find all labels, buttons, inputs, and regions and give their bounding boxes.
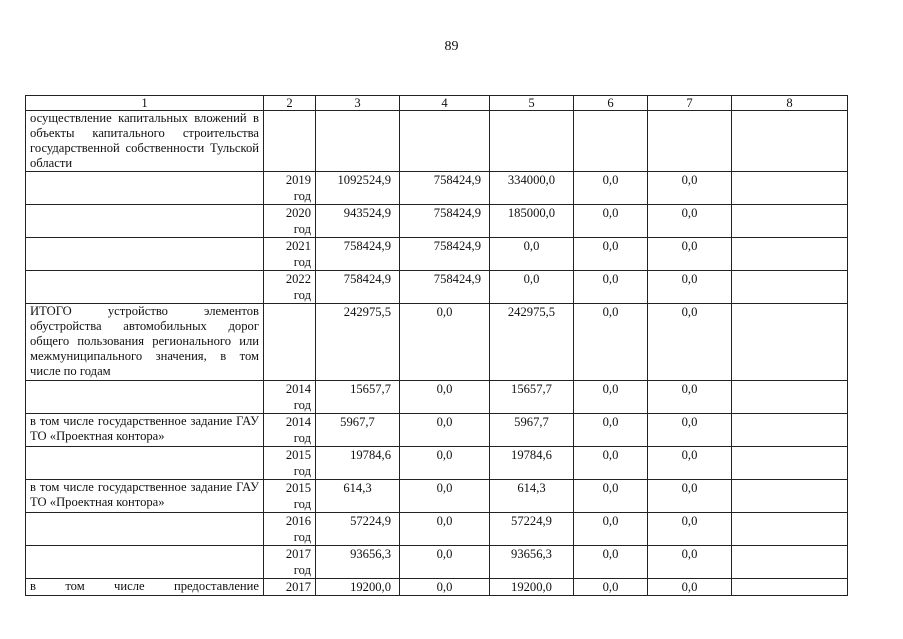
row-year: 2014 год bbox=[264, 381, 316, 414]
header-row bbox=[26, 96, 848, 111]
row-col5 bbox=[490, 111, 574, 172]
row-col7: 0,0 bbox=[648, 414, 732, 447]
table-row bbox=[26, 304, 848, 381]
row-col3: 1092524,9 bbox=[316, 172, 400, 205]
table-row bbox=[26, 205, 848, 238]
row-col6: 0,0 bbox=[574, 447, 648, 480]
row-col6: 0,0 bbox=[574, 304, 648, 381]
row-description bbox=[26, 205, 264, 238]
row-col6: 0,0 bbox=[574, 579, 648, 596]
row-col5: 19784,6 bbox=[490, 447, 574, 480]
row-description bbox=[26, 513, 264, 546]
table-row bbox=[26, 546, 848, 579]
row-year: 2017 bbox=[264, 579, 316, 596]
row-col5: 19200,0 bbox=[490, 579, 574, 596]
row-col5: 57224,9 bbox=[490, 513, 574, 546]
row-col3: 19200,0 bbox=[316, 579, 400, 596]
row-year: 2017 год bbox=[264, 546, 316, 579]
row-col6: 0,0 bbox=[574, 172, 648, 205]
column-header-4: 4 bbox=[400, 96, 490, 111]
row-col6: 0,0 bbox=[574, 205, 648, 238]
row-col8 bbox=[732, 513, 848, 546]
row-col7: 0,0 bbox=[648, 447, 732, 480]
row-col4: 0,0 bbox=[400, 513, 490, 546]
row-col7: 0,0 bbox=[648, 579, 732, 596]
row-col3: 614,3 bbox=[316, 480, 400, 513]
row-col8 bbox=[732, 414, 848, 447]
row-year: 2016 год bbox=[264, 513, 316, 546]
table-row bbox=[26, 447, 848, 480]
row-col7: 0,0 bbox=[648, 205, 732, 238]
row-col8 bbox=[732, 271, 848, 304]
row-description: ИТОГО устройство элементов обустройства автомобильных дорог общего пользования регионального или межмуниципального значения, в том числе по годам bbox=[26, 304, 264, 381]
row-year bbox=[264, 111, 316, 172]
row-col8 bbox=[732, 238, 848, 271]
row-description bbox=[26, 381, 264, 414]
row-col4: 0,0 bbox=[400, 447, 490, 480]
row-col6 bbox=[574, 111, 648, 172]
row-col8 bbox=[732, 205, 848, 238]
row-col4: 0,0 bbox=[400, 579, 490, 596]
row-description bbox=[26, 238, 264, 271]
row-description bbox=[26, 172, 264, 205]
row-col4: 0,0 bbox=[400, 480, 490, 513]
row-year: 2019 год bbox=[264, 172, 316, 205]
page-number: 89 bbox=[444, 39, 459, 54]
row-col5: 15657,7 bbox=[490, 381, 574, 414]
column-header-5: 5 bbox=[490, 96, 574, 111]
row-col7: 0,0 bbox=[648, 304, 732, 381]
table-row bbox=[26, 381, 848, 414]
row-col7: 0,0 bbox=[648, 480, 732, 513]
table-row bbox=[26, 271, 848, 304]
row-col7: 0,0 bbox=[648, 546, 732, 579]
row-col7: 0,0 bbox=[648, 513, 732, 546]
row-col8 bbox=[732, 480, 848, 513]
row-description: осуществление капитальных вложений в объекты капитального строительства государственной собственности Тульской области bbox=[26, 111, 264, 172]
row-col8 bbox=[732, 381, 848, 414]
column-header-3: 3 bbox=[316, 96, 400, 111]
column-header-2: 2 bbox=[264, 96, 316, 111]
row-col7: 0,0 bbox=[648, 172, 732, 205]
row-description bbox=[26, 546, 264, 579]
row-col5: 5967,7 bbox=[490, 414, 574, 447]
row-col5: 614,3 bbox=[490, 480, 574, 513]
row-year: 2020 год bbox=[264, 205, 316, 238]
row-col4: 758424,9 bbox=[400, 205, 490, 238]
row-col3: 943524,9 bbox=[316, 205, 400, 238]
row-col4: 758424,9 bbox=[400, 238, 490, 271]
row-col5: 0,0 bbox=[490, 238, 574, 271]
column-header-7: 7 bbox=[648, 96, 732, 111]
row-description: в том числе государственное задание ГАУ ТО «Проектная контора» bbox=[26, 480, 264, 513]
row-col5: 185000,0 bbox=[490, 205, 574, 238]
table-row bbox=[26, 414, 848, 447]
row-col6: 0,0 bbox=[574, 381, 648, 414]
row-col7: 0,0 bbox=[648, 381, 732, 414]
column-header-6: 6 bbox=[574, 96, 648, 111]
row-col6: 0,0 bbox=[574, 414, 648, 447]
row-col4: 0,0 bbox=[400, 381, 490, 414]
row-col7: 0,0 bbox=[648, 271, 732, 304]
column-header-1: 1 bbox=[26, 96, 264, 111]
row-col5: 93656,3 bbox=[490, 546, 574, 579]
table-row bbox=[26, 238, 848, 271]
row-col3: 93656,3 bbox=[316, 546, 400, 579]
row-col4: 758424,9 bbox=[400, 172, 490, 205]
row-col4 bbox=[400, 111, 490, 172]
row-col8 bbox=[732, 579, 848, 596]
row-col3: 758424,9 bbox=[316, 238, 400, 271]
table-row bbox=[26, 172, 848, 205]
table-row bbox=[26, 480, 848, 513]
row-col3: 19784,6 bbox=[316, 447, 400, 480]
row-col3: 5967,7 bbox=[316, 414, 400, 447]
row-col6: 0,0 bbox=[574, 513, 648, 546]
row-year: 2015 год bbox=[264, 480, 316, 513]
row-description bbox=[26, 447, 264, 480]
row-col4: 0,0 bbox=[400, 304, 490, 381]
row-description: в том числе предоставление bbox=[26, 579, 264, 596]
row-col5: 242975,5 bbox=[490, 304, 574, 381]
row-col6: 0,0 bbox=[574, 480, 648, 513]
row-description: в том числе государственное задание ГАУ ТО «Проектная контора» bbox=[26, 414, 264, 447]
row-col4: 758424,9 bbox=[400, 271, 490, 304]
row-col3: 15657,7 bbox=[316, 381, 400, 414]
table-row bbox=[26, 513, 848, 546]
row-col4: 0,0 bbox=[400, 546, 490, 579]
row-year: 2015 год bbox=[264, 447, 316, 480]
row-col8 bbox=[732, 447, 848, 480]
row-col7 bbox=[648, 111, 732, 172]
row-col4: 0,0 bbox=[400, 414, 490, 447]
column-header-8: 8 bbox=[732, 96, 848, 111]
table-row bbox=[26, 111, 848, 172]
row-col8 bbox=[732, 546, 848, 579]
row-year: 2014 год bbox=[264, 414, 316, 447]
row-col3: 242975,5 bbox=[316, 304, 400, 381]
row-col6: 0,0 bbox=[574, 271, 648, 304]
row-description bbox=[26, 271, 264, 304]
row-col6: 0,0 bbox=[574, 546, 648, 579]
row-year: 2022 год bbox=[264, 271, 316, 304]
row-col3: 758424,9 bbox=[316, 271, 400, 304]
table-row bbox=[26, 579, 848, 596]
row-col7: 0,0 bbox=[648, 238, 732, 271]
row-col3 bbox=[316, 111, 400, 172]
row-col8 bbox=[732, 111, 848, 172]
row-col3: 57224,9 bbox=[316, 513, 400, 546]
row-col8 bbox=[732, 304, 848, 381]
budget-table bbox=[25, 95, 848, 596]
row-col5: 0,0 bbox=[490, 271, 574, 304]
row-col8 bbox=[732, 172, 848, 205]
row-col6: 0,0 bbox=[574, 238, 648, 271]
row-year: 2021 год bbox=[264, 238, 316, 271]
row-col5: 334000,0 bbox=[490, 172, 574, 205]
row-year bbox=[264, 304, 316, 381]
